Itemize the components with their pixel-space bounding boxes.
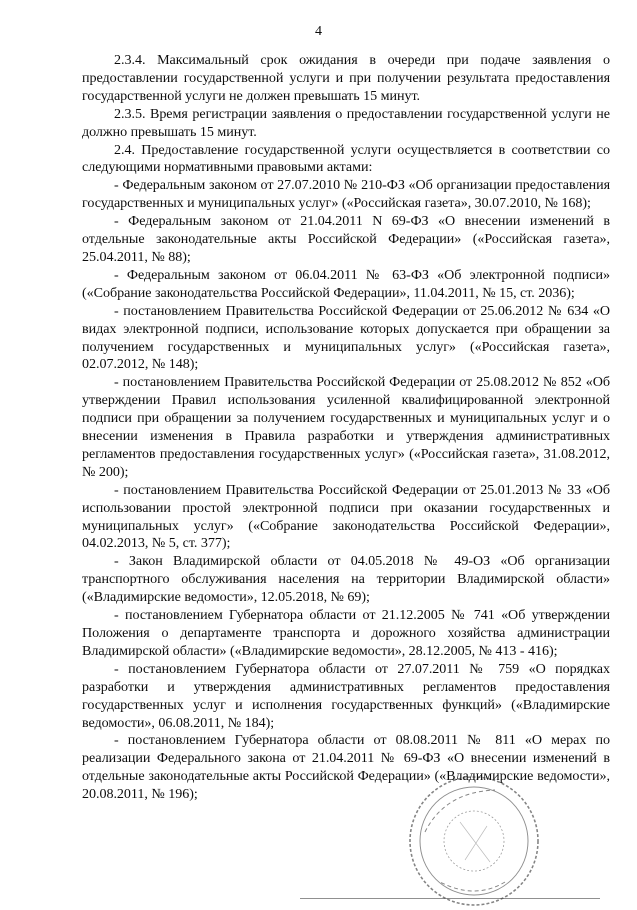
page-number: 4 <box>315 24 322 39</box>
list-item-law-210: - Федеральным законом от 27.07.2010 № 210-ФЗ «Об организации предоставления государственных и муниципальных услуг» («Российская газета», 30.07.2010, № 168); <box>82 177 610 212</box>
bottom-scan-edge <box>300 898 600 899</box>
list-item-resolution-634: - постановлением Правительства Российской Федерации от 25.06.2012 № 634 «О видах электронной подписи, использование которых допускается при обращении за получением государственных и муниципальных услуг» («Российская газета», 02.07.2012, № 148); <box>82 302 610 373</box>
paragraph-2-4: 2.4. Предоставление государственной услуги осуществляется в соответствии со следующими нормативными правовыми актами: <box>82 141 610 176</box>
list-item-governor-741: - постановлением Губернатора области от 21.12.2005 № 741 «Об утверждении Положения о департаменте транспорта и дорожного хозяйства администрации Владимирской области» («Владимирские ведомости», 28.12.2005, № 413 - 416); <box>82 607 610 659</box>
list-item-governor-759: - постановлением Губернатора области от 27.07.2011 № 759 «О порядках разработки и утверждения административных регламентов предоставления государственных услуг и исполнения государственных функций» («Владимирские ведомости», 06.08.2011, № 184); <box>82 660 610 731</box>
list-item-law-69: - Федеральным законом от 21.04.2011 N 69-ФЗ «О внесении изменений в отдельные законодательные акты Российской Федерации» («Российская газета», 25.04.2011, № 88); <box>82 213 610 265</box>
paragraph-2-3-4: 2.3.4. Максимальный срок ожидания в очереди при подаче заявления о предоставлении государственной услуги и при получении результата предоставления государственной услуги не должен превышать 15 минут. <box>82 52 610 104</box>
list-item-governor-811: - постановлением Губернатора области от 08.08.2011 № 811 «О мерах по реализации Федерального закона от 21.04.2011 № 69-ФЗ «О внесении изменений в отдельные законодательные акты Российской Федерации» («Владимирские ведомости», 20.08.2011, № 196); <box>82 732 610 803</box>
document-body <box>82 52 610 804</box>
paragraph-2-3-5: 2.3.5. Время регистрации заявления о предоставлении государственной услуги не должно превышать 15 минут. <box>82 105 610 140</box>
list-item-resolution-33: - постановлением Правительства Российской Федерации от 25.01.2013 № 33 «Об использовании простой электронной подписи при оказании государственных и муниципальных услуг» («Собрание законодательства Российской Федерации», 04.02.2013, № 5, ст. 377); <box>82 481 610 552</box>
list-item-law-63: - Федеральным законом от 06.04.2011 № 63-ФЗ «Об электронной подписи» («Собрание законодательства Российской Федерации», 11.04.2011, № 15, ст. 2036); <box>82 266 610 301</box>
list-item-regional-law-49: - Закон Владимирской области от 04.05.2018 № 49-ОЗ «Об организации транспортного обслуживания населения на территории Владимирской области» («Владимирские ведомости», 12.05.2018, № 69); <box>82 553 610 606</box>
list-item-resolution-852: - постановлением Правительства Российской Федерации от 25.08.2012 № 852 «Об утверждении Правил использования усиленной квалифицированной электронной подписи при обращении за получением государственных и муниципальных услуг и о внесении изменения в Правила разработки и утверждения административных регламентов предоставления государственных услуг» («Российская газета», 31.08.2012, № 200); <box>82 374 610 480</box>
